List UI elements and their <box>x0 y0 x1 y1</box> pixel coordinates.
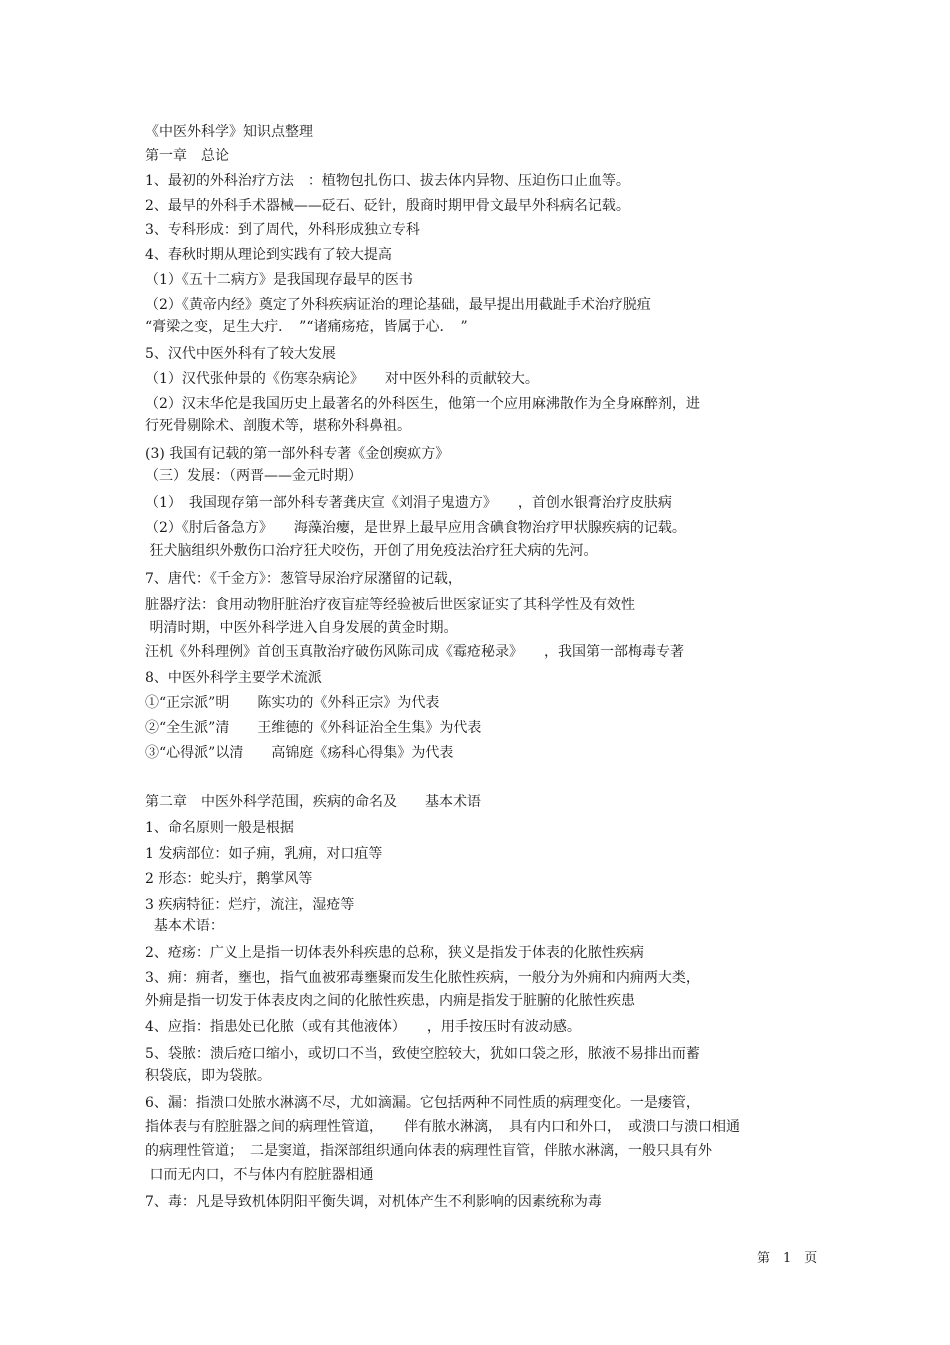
text-line: 明清时期，中医外科学进入自身发展的黄金时期。 <box>145 620 458 636</box>
text-line: 7、唐代：《千金方》：葱管导尿治疗尿潴留的记载， <box>145 571 462 587</box>
text-line: （1）《五十二病方》是我国现存最早的医书 <box>145 272 413 288</box>
text-line: 2 形态：蛇头疔，鹅掌风等 <box>145 871 313 887</box>
text-line: （三）发展：（两晋——金元时期） <box>145 468 362 484</box>
text-line: 汪机《外科理例》首创玉真散治疗破伤风陈司成《霉疮秘录》 ，我国第一部梅毒专著 <box>145 644 684 660</box>
text-line: ③“心得派”以清 高锦庭《疡科心得集》为代表 <box>145 745 454 761</box>
text-line: 1、最初的外科治疗方法 ：植物包扎伤口、拔去体内异物、压迫伤口止血等。 <box>145 173 630 189</box>
text-line: 的病理性管道； 二是窦道，指深部组织通向体表的病理性盲管，伴脓水淋漓，一般只具有外 <box>145 1143 712 1159</box>
text-line: 口而无内口，不与体内有腔脏器相通 <box>145 1167 374 1183</box>
text-line: 7、毒：凡是导致机体阴阳平衡失调，对机体产生不利影响的因素统称为毒 <box>145 1194 602 1210</box>
text-line: 2、疮疡：广义上是指一切体表外科疾患的总称，狭义是指发于体表的化脓性疾病 <box>145 945 644 961</box>
chapter-2-heading: 第二章 中医外科学范围，疾病的命名及 基本术语 <box>145 794 481 810</box>
text-line: 5、袋脓：溃后疮口缩小，或切口不当，致使空腔较大，犹如口袋之形，脓液不易排出而蓄 <box>145 1046 700 1062</box>
text-line: “膏梁之变，足生大疔． ”“诸痛疡疮，皆属于心． ” <box>145 319 468 335</box>
text-line: 行死骨剔除术、剖腹术等，堪称外科鼻祖。 <box>145 418 411 434</box>
text-line: 6、漏：指溃口处脓水淋漓不尽，尤如滴漏。它包括两种不同性质的病理变化。一是瘘管， <box>145 1095 700 1111</box>
text-line: 8、中医外科学主要学术流派 <box>145 670 322 686</box>
text-line: （2）《肘后备急方》 海藻治瘿，是世界上最早应用含碘食物治疗甲状腺疾病的记载。 <box>145 520 686 536</box>
text-line: 4、春秋时期从理论到实践有了较大提高 <box>145 247 392 263</box>
text-line: ①“正宗派”明 陈实功的《外科正宗》为代表 <box>145 695 440 711</box>
text-line: 3 疾病特征：烂疔，流注，湿疮等 <box>145 897 355 913</box>
text-line: 1、命名原则一般是根据 <box>145 820 294 836</box>
text-line: 积袋底，即为袋脓。 <box>145 1068 271 1084</box>
document-title: 《中医外科学》知识点整理 <box>145 124 313 140</box>
text-line: 狂犬脑组织外敷伤口治疗狂犬咬伤，开创了用免疫法治疗狂犬病的先河。 <box>145 543 598 559</box>
text-line: 指体表与有腔脏器之间的病理性管道， 伴有脓水淋漓， 具有内口和外口， 或溃口与溃口相通 <box>145 1119 740 1135</box>
text-line: 脏器疗法：食用动物肝脏治疗夜盲症等经验被后世医家证实了其科学性及有效性 <box>145 597 635 613</box>
text-line: 3、专科形成：到了周代，外科形成独立专科 <box>145 222 420 238</box>
text-line: 1 发病部位：如子痈，乳痈，对口疽等 <box>145 846 383 862</box>
text-line: (3) 我国有记载的第一部外科专著《金创瘈疭方》 <box>145 446 450 462</box>
text-line: （1）汉代张仲景的《伤寒杂病论》 对中医外科的贡献较大。 <box>145 371 539 387</box>
text-line: 3、痈：痈者，壅也，指气血被邪毒壅聚而发生化脓性疾病，一般分为外痈和内痈两大类， <box>145 970 700 986</box>
text-line: 基本术语： <box>145 918 224 934</box>
text-line: 2、最早的外科手术器械——砭石、砭针，殷商时期甲骨文最早外科病名记载。 <box>145 198 630 214</box>
text-line: 5、汉代中医外科有了较大发展 <box>145 346 336 362</box>
chapter-1-heading: 第一章 总论 <box>145 148 229 164</box>
page-number: 第 1 页 <box>757 1251 818 1266</box>
text-line: （2）《黄帝内经》奠定了外科疾病证治的理论基础，最早提出用截趾手术治疗脱疽 <box>145 297 651 313</box>
text-line: 外痈是指一切发于体表皮肉之间的化脓性疾患，内痈是指发于脏腑的化脓性疾患 <box>145 993 635 1009</box>
text-line: ②“全生派”清 王维德的《外科证治全生集》为代表 <box>145 720 482 736</box>
text-line: （2）汉末华佗是我国历史上最著名的外科医生，他第一个应用麻沸散作为全身麻醉剂，进 <box>145 396 700 412</box>
text-line: （1） 我国现存第一部外科专著龚庆宣《刘涓子鬼遗方》 ，首创水银膏治疗皮肤病 <box>145 495 672 511</box>
text-line: 4、应指：指患处已化脓（或有其他液体） ，用手按压时有波动感。 <box>145 1019 581 1035</box>
